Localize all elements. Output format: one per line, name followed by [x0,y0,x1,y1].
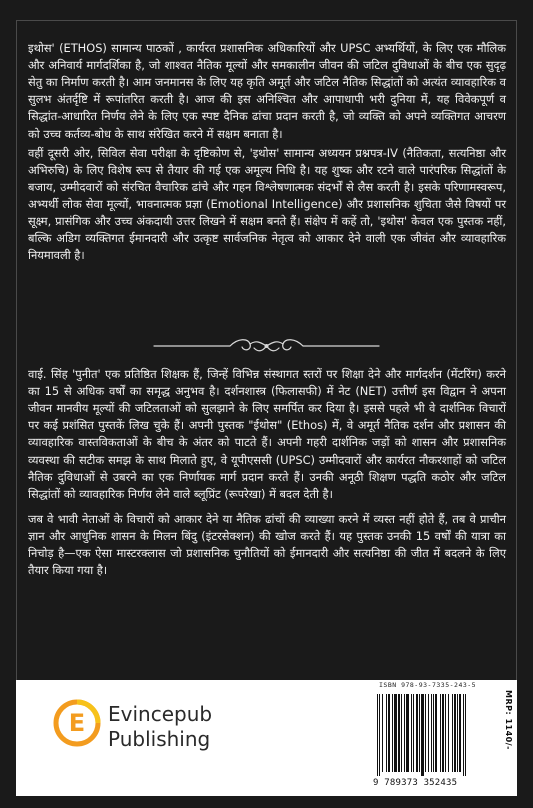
barcode-bar [401,694,402,772]
barcode-digits: 9 789373 352435 [373,778,458,788]
barcode-bar [398,694,400,772]
barcode-bar [428,694,429,772]
barcode-bar [465,694,466,776]
barcode-bar [406,694,409,772]
barcode-bar [435,694,437,772]
barcode-bars [375,694,493,776]
barcode-bar [413,694,414,772]
barcode-bar [431,694,432,772]
barcode-bar [425,694,426,772]
barcode-bar [394,694,397,772]
barcode-bar [448,694,449,772]
book-description [28,40,506,265]
author-bio [28,366,506,587]
barcode-bar [386,694,387,772]
barcode-bar [392,694,393,772]
publisher-footer [16,680,517,796]
barcode-bar [388,694,390,772]
barcode-bar [440,694,441,772]
publisher-logo-icon [52,698,102,748]
publisher-name-line1: Evincepub [108,702,213,726]
logo-letter: E [68,709,86,737]
barcode-bar [377,694,378,776]
publisher-name [108,702,212,752]
barcode-bar [421,694,424,776]
publisher-name-line2: Publishing [108,727,211,751]
bio-paragraph: वाई. सिंह 'पुनीत' एक प्रतिष्ठित शिक्षक हैं, जिन्हें विभिन्न संस्थागत स्तरों पर शिक्षा देने और मार्गदर्शन (मेंटरिंग) करने का 15 से अधिक वर्षों का समृद्ध अनुभव है। दर्शनशास्त्र (फिलासफी) में नेट (NET) उत्तीर्ण इस विद्वान ने अपना जीवन मानवीय मूल्यों की जटिलताओं को सुलझाने के लिए समर्पित कर दिया है। इससे पहले भी वे दार्शनिक विचारों पर कई प्रशंसित पुस्तकें लिख चुके हैं। अपनी पुस्तक "ईथोस" (Ethos) में, वे अमूर्त नैतिक दर्शन और प्रशासन की व्यावहारिक वास्तविकताओं के बीच के अंतर को पाटते हैं। अपनी गहरी दार्शनिक जड़ों को शासन और प्रशासनिक व्यवस्था की सटीक समझ के साथ मिलाते हुए, वे यूपीएससी (UPSC) उम्मीदवारों और कार्यरत नौकरशाहों को जटिल नैतिक दुविधाओं से उबरने का एक निर्णायक मार्ग प्रदान करते हैं। उनकी अनूठी शिक्षण पद्धति कठोर और जटिल सिद्धांतों को व्यावहारिक निर्णय लेने वाले ब्लूप्रिंट (रूपरेखा) में बदल देती है। [28,367,506,501]
barcode-bar [457,694,458,772]
barcode-bar [463,694,464,776]
barcode-bar [445,694,446,772]
bio-paragraph: जब वे भावी नेताओं के विचारों को आकार देने या नैतिक ढांचों की व्याख्या करने में व्यस्त नहीं होते हैं, तब वे प्राचीन ज्ञान और आधुनिक शासन के मिलन बिंदु (इंटरसेक्शन) की खोज करते हैं। यह पुस्तक उनकी 15 वर्षों की यात्रा का निचोड़ है—एक ऐसा मास्टरक्लास जो प्रशासनिक चुनौतियों को ईमानदारी और सत्यनिष्ठा की जीत में बदलने के लिए तैयार किया गया है। [28,511,506,578]
barcode-bar [442,694,444,772]
barcode-bar [452,694,453,772]
ornamental-divider [150,334,383,358]
isbn-label: ISBN 978-93-7335-243-5 [379,681,477,689]
barcode-bar [404,694,405,772]
barcode-bar [454,694,456,772]
barcode-bar [411,694,412,772]
barcode-bar [382,694,383,772]
mrp-label: MRP: 1140/- [504,690,513,750]
description-paragraph: वहीं दूसरी ओर, सिविल सेवा परीक्षा के दृष्टिकोण से, 'इथोस' सामान्य अध्ययन प्रश्नपत्र-IV (नैतिकता, सत्यनिष्ठा और अभिरुचि) के लिए विशेष रूप से तैयार की गई एक अमूल्य निधि है। यह शुष्क और रटने वाले पारंपरिक सिद्धांतों के बजाय, उम्मीदवारों को संरचित वैचारिक ढांचे और गहन विश्लेषणात्मक संदर्भों से लैस करती है। इसके परिणामस्वरूप, अभ्यर्थी लोक सेवा मूल्यों, भावनात्मक प्रज्ञा (Emotional Intelligence) और प्रशासनिक शुचिता जैसे विषयों पर सूक्ष्म, प्रासंगिक और उच्च अंकदायी उत्तर लिखने में सक्षम बनते हैं। संक्षेप में कहें तो, 'इथोस' केवल एक पुस्तक नहीं, बल्कि अडिग व्यक्तिगत ईमानदारी और उत्कृष्ट सार्वजनिक नेतृत्व को आकार देने वाली एक जीवंत और व्यावहारिक नियमावली है। [28,145,506,263]
barcode-bar [459,694,461,772]
barcode-bar [416,694,418,772]
barcode-bar [433,694,434,772]
barcode-bar [419,694,420,772]
description-paragraph: इथोस' (ETHOS) सामान्य पाठकों , कार्यरत प्रशासनिक अधिकारियों और UPSC अभ्यर्थियों, के लिए एक मौलिक और अनिवार्य मार्गदर्शिका है, जो शाश्वत नैतिक मूल्यों और समकालीन जीवन की जटिल दुविधाओं के बीच एक सुदृढ़ सेतु का निर्माण करती है। आम जनमानस के लिए यह कृति अमूर्त और जटिल नैतिक सिद्धांतों को अत्यंत व्यावहारिक व सुलभ अंतर्दृष्टि में रूपांतरित करती है। आज की इस अनिश्चित और आपाधापी भरी दुनिया में, यह विवेकपूर्ण व सिद्धांत-आधारित निर्णय लेने के लिए एक स्पष्ट दैनिक ढांचा प्रदान करती है, जो व्यक्ति को अपने व्यक्तिगत आचरण को उच्च कर्तव्य-बोध के साथ संरेखित करने में सक्षम बनाता है। [28,41,506,141]
barcode-panel [371,680,517,796]
barcode-bar [379,694,380,776]
